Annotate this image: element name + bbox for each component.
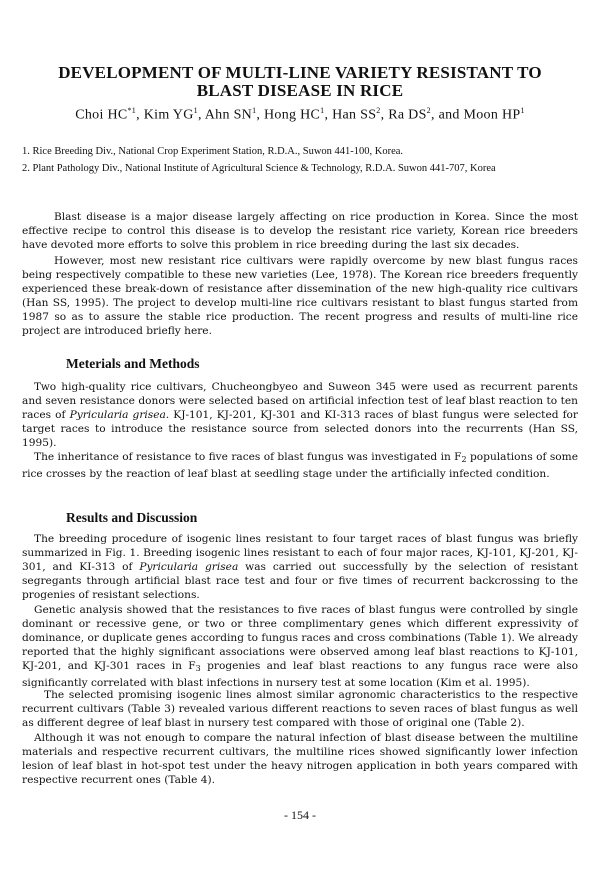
author-name: Han SS [332,107,377,123]
species-name: Pyricularia grisea [69,409,166,421]
author-affiliation-mark: 2 [376,106,381,115]
section-heading-results: Results and Discussion [66,510,198,525]
intro-paragraph-1-text: Blast disease is a major disease largely affecting on rice production in Korea. Since the most effective recipe to control this disease is to develop the resistant rice variety, Korean rice breeders have devoted more efforts to solve this problem in rice breeding during the last six decades. [22,211,578,251]
section-heading-methods: Meterials and Methods [66,356,200,371]
results-p4-text: Although it was not enough to compare the natural infection of blast disease between the multiline materials and respective recurrent cultivars, the multiline rices showed significantly lower infection lesion of leaf blast in hot-spot test under the heavy nitrogen application in both years compared with respective recurrent ones (Table 4). [22,732,578,786]
author-name: Choi HC [75,107,128,123]
results-p3-text: The selected promising isogenic lines almost similar agronomic characteristics to the respective recurrent cultivars (Table 3) revealed various different reactions to seven races of blast fungus as well as different degree of leaf blast in nursery test compared with those of original one (Table 2). [22,689,578,729]
results-paragraph-4 [22,731,578,787]
methods-p2-subscript: 2 [461,455,467,464]
author-affiliation-mark: *1 [127,106,137,115]
methods-p2-text-a: The inheritance of resistance to five races of blast fungus was investigated in F [34,451,462,463]
results-paragraph-3 [22,688,578,730]
author-name: Moon HP [463,107,521,123]
intro-paragraph-2 [22,254,578,338]
species-name: Pyricularia grisea [139,561,239,573]
author-affiliation-mark: 1 [320,106,325,115]
results-p2-text-b: progenies and leaf blast reactions to any fungus race were also significantly correlated with blast infections in nursery test at some location (Kim et al. 1995). [22,660,578,689]
author-list [20,106,580,124]
author-separator: , [136,107,144,123]
methods-paragraph-1 [22,380,578,450]
affiliation-1: 1. Rice Breeding Div., National Crop Experiment Station, R.D.A., Suwon 441-100, Korea. [22,146,404,157]
author-affiliation-mark: 1 [252,106,257,115]
author-affiliation-mark: 2 [426,106,431,115]
results-paragraph-2 [22,603,578,690]
methods-paragraph-2 [22,450,578,481]
author-separator: , [197,107,205,123]
author-separator: , [256,107,264,123]
author-name: Ra DS [388,107,427,123]
intro-paragraph-1 [22,210,578,252]
paper-title-line-2: BLAST DISEASE IN RICE [196,81,404,100]
author-separator: , [380,107,389,123]
intro-paragraph-2-text: However, most new resistant rice cultivars were rapidly overcome by new blast fungus races being respectively compatible to these new varieties (Lee, 1978). The Korean rice breeders frequently experienced these break-down of resistance after dissemination of the new high-quality rice cultivars (Han SS, 1995). The project to develop multi-line rice cultivars resistant to blast fungus started from 1987 so as to assure the stable rice production. The recent progress and results of multi-line rice project are introduced briefly here. [22,255,578,337]
results-paragraph-1 [22,532,578,602]
affiliation-2: 2. Plant Pathology Div., National Institute of Agricultural Science & Technology, R.D.A. Suwon 441-707, Korea [22,163,496,174]
author-separator: , and [430,107,464,123]
methods-p1-text-b: . KJ-101, KJ-201, KJ-301 and KI-313 races of blast fungus were selected for target races to introduce the resistance source from selected donors into the recurrents (Han SS, 1995). [22,409,578,449]
author-name: Kim YG [143,107,194,123]
author-separator: , [324,107,333,123]
results-p2-subscript: 3 [195,664,201,673]
results-p1-text-a: The breeding procedure of isogenic lines resistant to four target races of blast fungus was briefly summarized in Fig. 1. Breeding isogenic lines resistant to each of four major races, KJ-101, KJ-201, KJ-301, and KI-313 of [22,533,578,573]
author-name: Hong HC [264,107,321,123]
methods-p1-text-a: Two high-quality rice cultivars, Chucheongbyeo and Suweon 345 were used as recurrent parents and seven resistance donors were selected based on artificial infection test of leaf blast reaction to ten races of [22,381,578,421]
results-p2-text-a: Genetic analysis showed that the resistances to five races of blast fungus were controlled by single dominant or recessive gene, or two or three complimentary genes which different expressivity of dominance, or duplicate genes according to fungus races and cross combinations (Table 1). We already reported that the highly significant associations were observed among leaf blast reactions to KJ-101, KJ-201, and KJ-301 races in F [22,604,578,672]
author-affiliation-mark: 1 [193,106,198,115]
results-p1-text-b: was carried out successfully by the selection of resistant segregants through artificial blast race test and four or five times of recurrent backcrossing to the progenies of resistant selections. [22,561,579,601]
author-affiliation-mark: 1 [520,106,525,115]
author-name: Ahn SN [204,107,253,123]
methods-p2-text-b: populations of some rice crosses by the reaction of leaf blast at seedling stage under the artificially infected condition. [22,451,578,480]
page-number: - 154 - [284,808,316,822]
paper-title-line-1: DEVELOPMENT OF MULTI-LINE VARIETY RESISTANT TO [58,63,542,82]
